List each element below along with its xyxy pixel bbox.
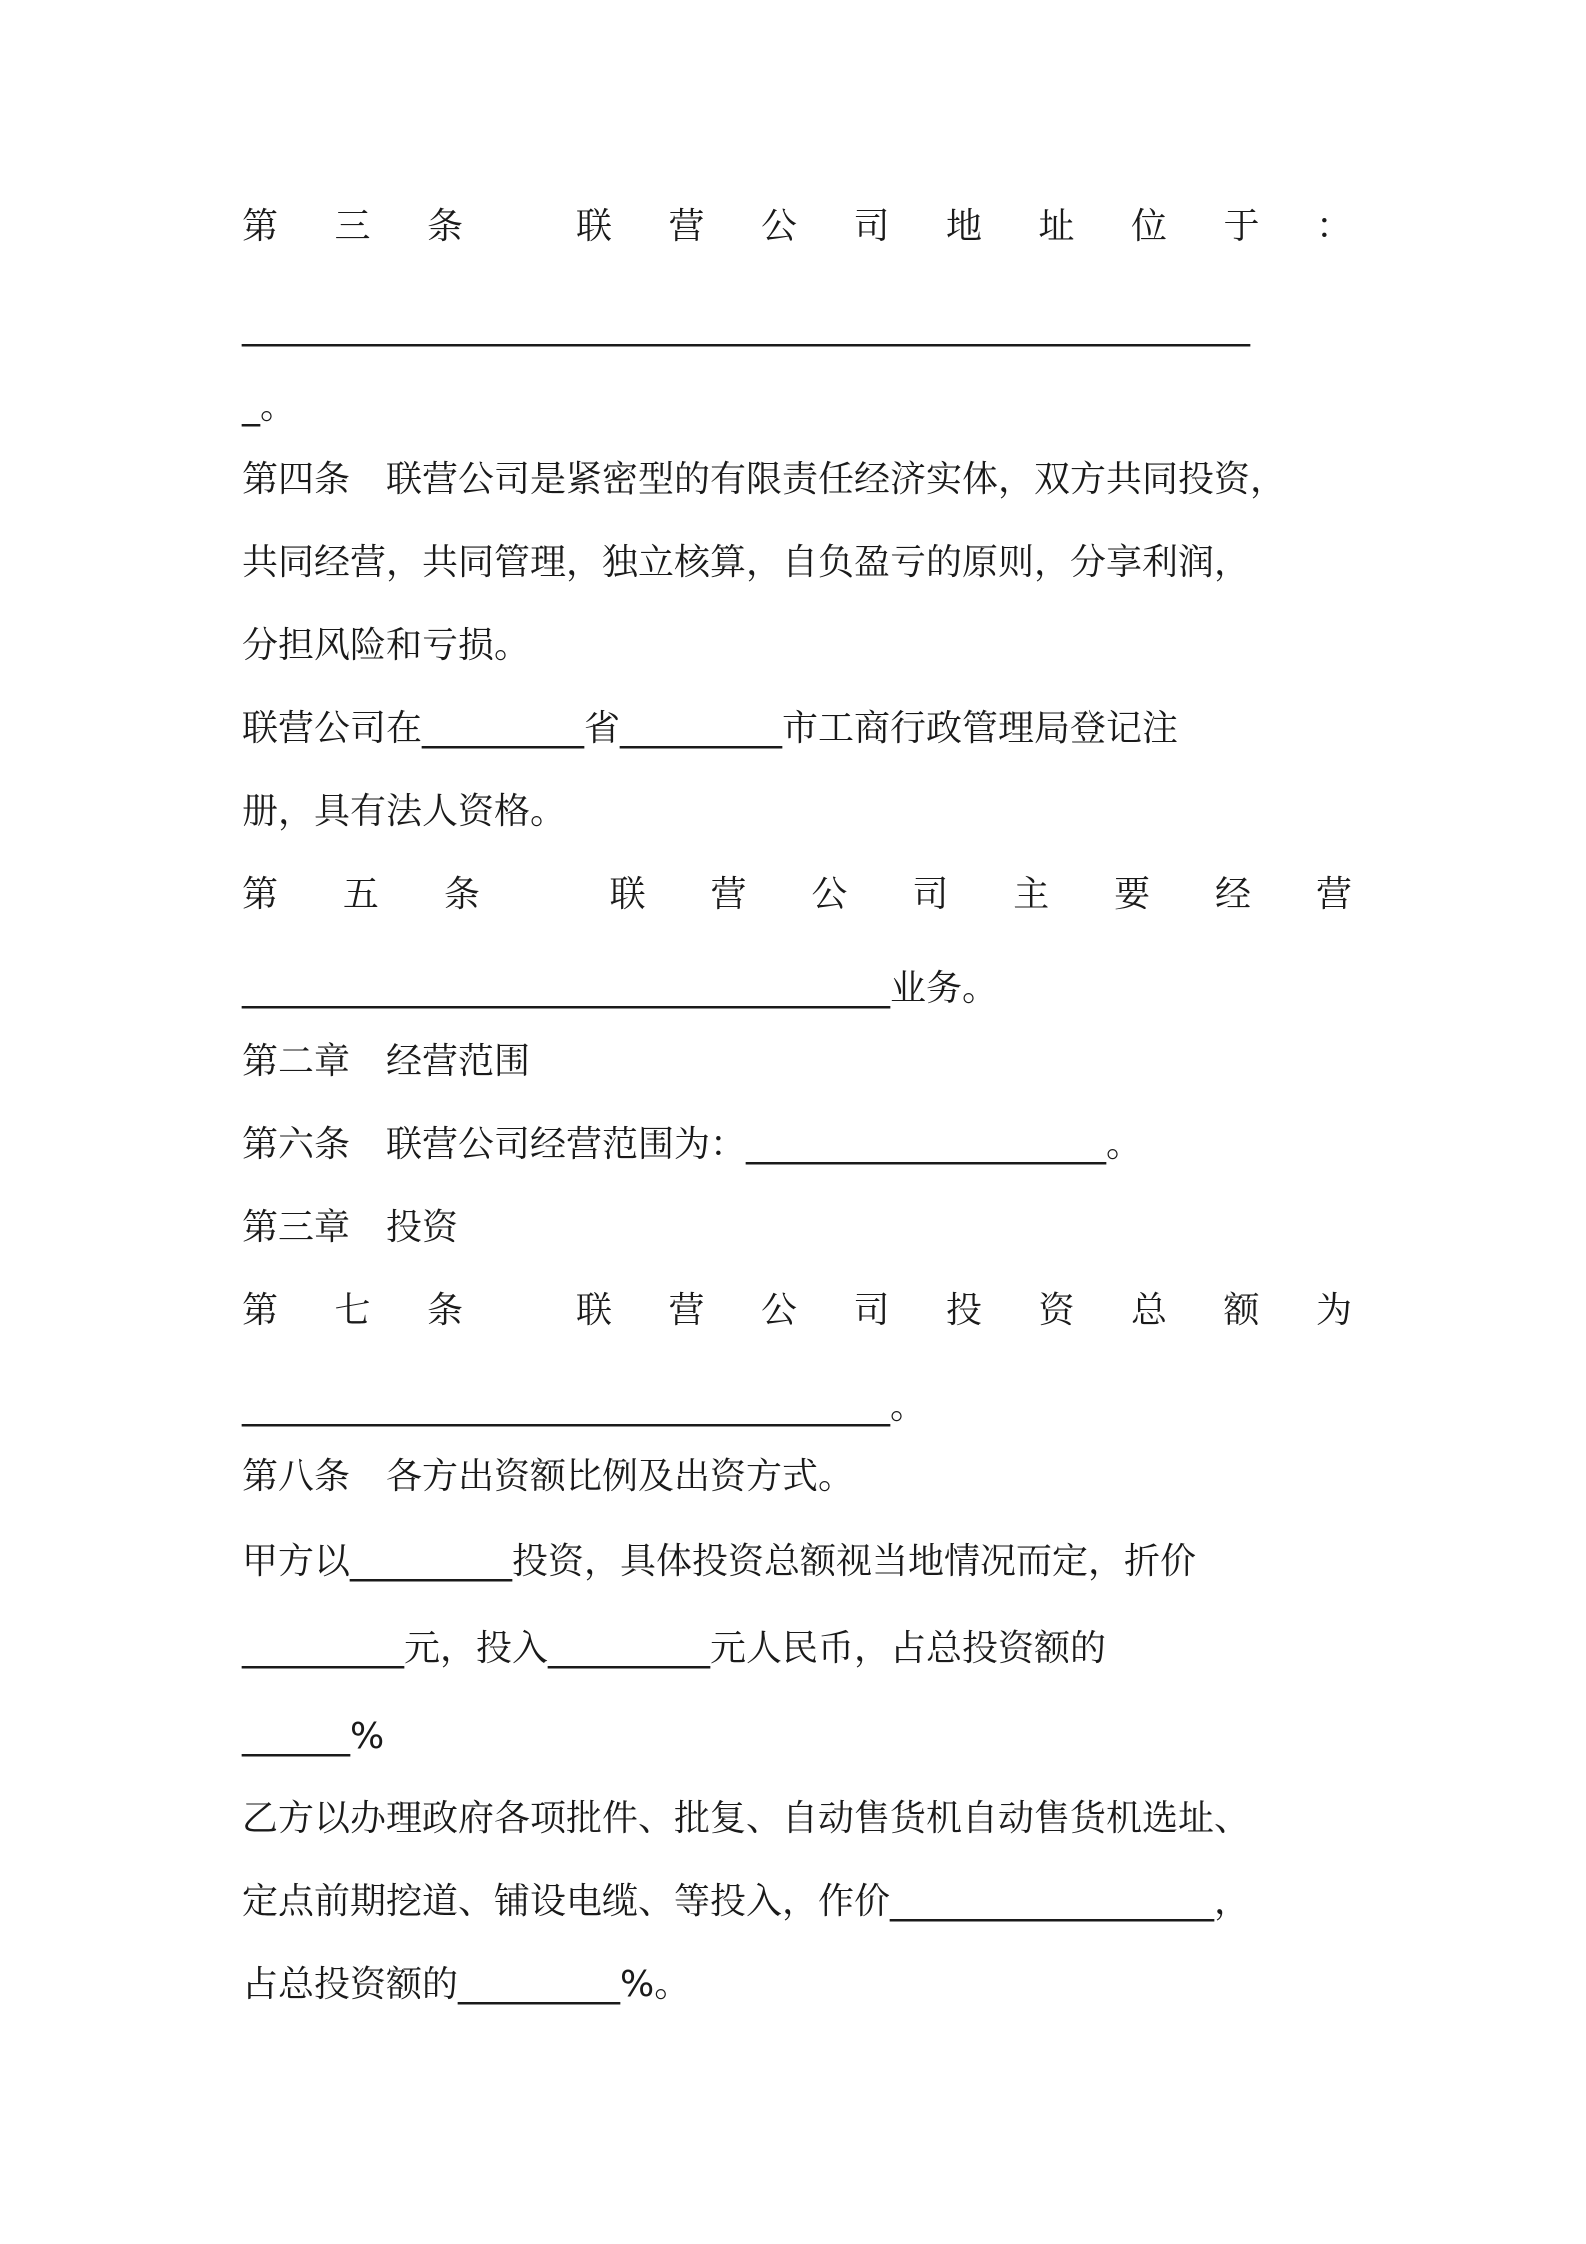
article3-text-char: 于 [1223,206,1260,247]
article5-text-char: 营 [1315,874,1352,915]
article3-text-char: 公 [760,206,797,247]
article5-text-char: 营 [710,874,747,915]
article7-label-char: 条 [427,1290,464,1331]
article5-text-char: 公 [811,874,848,915]
article3-label-char: 条 [427,206,464,247]
article3-address-blank-end: _。 [242,386,297,427]
article3-text-char: 址 [1038,206,1075,247]
partyA-percent-line: ______% [242,1716,385,1757]
article5-label-char: 第 [242,874,279,915]
article5-text-char: 联 [609,874,646,915]
article5-label-char: 条 [443,874,480,915]
article7-total-blank: ____________________________________。 [242,1386,926,1427]
article7-text-char: 营 [668,1290,705,1331]
article6-scope-line: 第六条 联营公司经营范围为：____________________。 [242,1124,1143,1165]
article5-label-char: 五 [342,874,379,915]
article5-text-char: 要 [1114,874,1151,915]
article7-text-char: 公 [760,1290,797,1331]
article3-text-char: 联 [575,206,612,247]
article4-legal-person-line: 册，具有法人资格。 [242,791,567,832]
article5-text-char: 经 [1215,874,1252,915]
article7-heading [242,1289,1352,1333]
article4-line-1: 第四条 联营公司是紧密型的有限责任经济实体，双方共同投资， [242,459,1287,500]
article3-label-char: 三 [334,206,371,247]
article3-text-char: 位 [1130,206,1167,247]
article7-label-char: 七 [334,1290,371,1331]
partyB-line-2: 定点前期挖道、铺设电缆、等投入，作价__________________， [242,1881,1251,1922]
article7-text-char: 额 [1223,1290,1260,1331]
article3-text-char: 司 [853,206,890,247]
article3-text-char: ： [1315,206,1352,247]
article5-business-blank: ____________________________________业务。 [242,968,999,1009]
article7-text-char: 司 [853,1290,890,1331]
article4-line-3: 分担风险和亏损。 [242,625,531,666]
partyA-line-2: _________元，投入_________元人民币，占总投资额的 [242,1628,1107,1669]
article4-line-2: 共同经营，共同管理，独立核算，自负盈亏的原则，分享利润， [242,542,1251,583]
partyB-percent-line: 占总投资额的_________%。 [242,1964,691,2005]
article7-text-char: 为 [1315,1290,1352,1331]
article7-text-char: 投 [945,1290,982,1331]
article8-title: 第八条 各方出资额比例及出资方式。 [242,1456,855,1497]
chapter3-title: 第三章 投资 [242,1207,459,1248]
chapter2-title: 第二章 经营范围 [242,1041,531,1082]
article3-text-char: 营 [668,206,705,247]
partyB-line-1: 乙方以办理政府各项批件、批复、自动售货机自动售货机选址、 [242,1798,1251,1839]
article5-heading [242,873,1352,917]
article7-text-char: 联 [575,1290,612,1331]
article3-address-blank: ________________________________________________________ [242,306,1250,347]
article7-text-char: 总 [1130,1290,1167,1331]
partyA-line-1: 甲方以_________投资，具体投资总额视当地情况而定，折价 [242,1541,1197,1582]
article4-registration-line: 联营公司在_________省_________市工商行政管理局登记注 [242,708,1179,749]
article7-text-char: 资 [1038,1290,1075,1331]
article7-label-char: 第 [242,1290,279,1331]
article5-text-char: 主 [1013,874,1050,915]
article3-text-char: 地 [945,206,982,247]
article5-text-char: 司 [912,874,949,915]
article3-heading [242,205,1352,249]
article3-label-char: 第 [242,206,279,247]
